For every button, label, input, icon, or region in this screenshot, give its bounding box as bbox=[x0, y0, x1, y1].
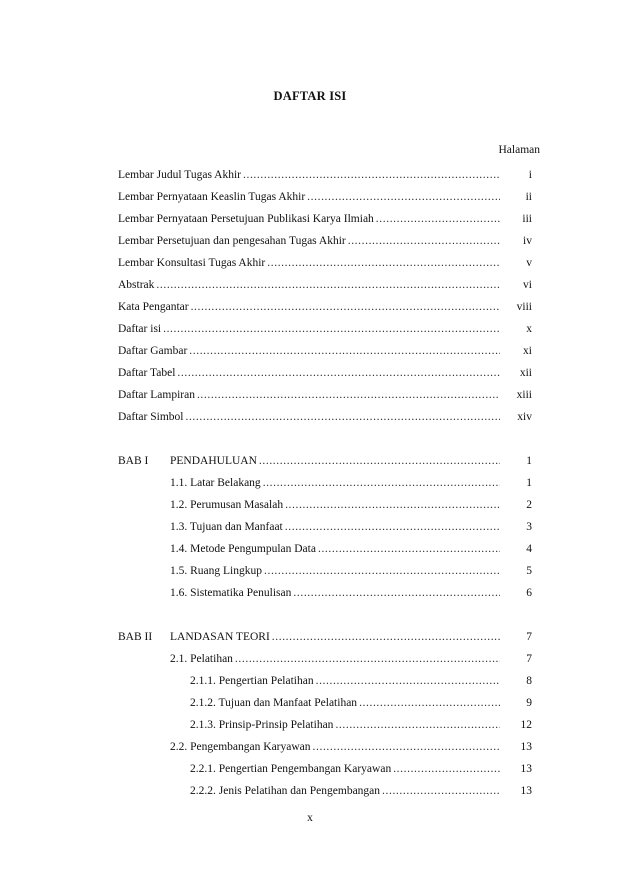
footer-page-number: x bbox=[307, 812, 313, 824]
toc-label: 2.2.1. Pengertian Pengembangan Karyawan bbox=[190, 763, 392, 775]
leader-dots bbox=[316, 675, 500, 687]
chapter-title: PENDAHULUAN bbox=[170, 455, 257, 467]
toc-label: 1.3. Tujuan dan Manfaat bbox=[170, 521, 283, 533]
chapter-title: LANDASAN TEORI bbox=[170, 631, 270, 643]
toc-label: 2.2.2. Jenis Pelatihan dan Pengembangan bbox=[190, 785, 381, 797]
toc-label: 2.2. Pengembangan Karyawan bbox=[170, 741, 311, 753]
toc-page-number: 13 bbox=[520, 741, 532, 753]
toc-label: Lembar Pernyataan Keaslin Tugas Akhir bbox=[118, 191, 306, 203]
subsection-entry[interactable] bbox=[190, 785, 532, 801]
section-entry[interactable] bbox=[170, 565, 532, 581]
leader-dots bbox=[382, 785, 500, 797]
toc-page-number: 5 bbox=[526, 565, 532, 577]
section-entry[interactable] bbox=[170, 499, 532, 515]
toc-label: Daftar Tabel bbox=[118, 367, 176, 379]
toc-label: Lembar Judul Tugas Akhir bbox=[118, 169, 241, 181]
toc-entry[interactable] bbox=[118, 257, 532, 273]
toc-label: Lembar Konsultasi Tugas Akhir bbox=[118, 257, 266, 269]
toc-page-number: 7 bbox=[526, 631, 532, 643]
toc-label: 1.4. Metode Pengumpulan Data bbox=[170, 543, 316, 555]
toc-label: Daftar Gambar bbox=[118, 345, 188, 357]
toc-label: Lembar Pernyataan Persetujuan Publikasi Karya Ilmiah bbox=[118, 213, 374, 225]
leader-dots bbox=[263, 477, 500, 489]
toc-page-number: 4 bbox=[526, 543, 532, 555]
toc-label: 1.6. Sistematika Penulisan bbox=[170, 587, 292, 599]
page-title: DAFTAR ISI bbox=[273, 89, 347, 103]
toc-entry[interactable] bbox=[118, 279, 532, 295]
leader-dots bbox=[335, 719, 500, 731]
toc-page-number: 8 bbox=[526, 675, 532, 687]
toc-label: Daftar isi bbox=[118, 323, 162, 335]
toc-page-number: 2 bbox=[526, 499, 532, 511]
toc-label: Lembar Persetujuan dan pengesahan Tugas Akhir bbox=[118, 235, 346, 247]
leader-dots bbox=[293, 587, 500, 599]
toc-entry[interactable] bbox=[118, 389, 532, 405]
leader-dots bbox=[163, 323, 500, 335]
section-entry[interactable] bbox=[170, 477, 532, 493]
leader-dots bbox=[272, 631, 500, 643]
section-entry[interactable] bbox=[170, 741, 532, 757]
chapter-number: BAB I bbox=[118, 455, 149, 467]
leader-dots bbox=[197, 389, 500, 401]
leader-dots bbox=[185, 411, 500, 423]
toc-page-number: xi bbox=[523, 345, 532, 357]
toc-entry[interactable] bbox=[118, 213, 532, 229]
subsection-entry[interactable] bbox=[190, 675, 532, 691]
leader-dots bbox=[191, 301, 500, 313]
leader-dots bbox=[376, 213, 500, 225]
section-entry[interactable] bbox=[170, 587, 532, 603]
leader-dots bbox=[318, 543, 500, 555]
toc-label: 1.1. Latar Belakang bbox=[170, 477, 261, 489]
subsection-entry[interactable] bbox=[190, 697, 532, 713]
section-entry[interactable] bbox=[170, 543, 532, 559]
toc-page-number: 13 bbox=[520, 785, 532, 797]
toc-label: 2.1.1. Pengertian Pelatihan bbox=[190, 675, 314, 687]
toc-page-number: xii bbox=[519, 367, 532, 379]
toc-page-number: 3 bbox=[526, 521, 532, 533]
leader-dots bbox=[243, 169, 500, 181]
toc-entry[interactable] bbox=[118, 301, 532, 317]
toc-entry[interactable] bbox=[118, 323, 532, 339]
toc-label: Abstrak bbox=[118, 279, 155, 291]
toc-page-number: 7 bbox=[526, 653, 532, 665]
leader-dots bbox=[393, 763, 500, 775]
toc-label: 1.2. Perumusan Masalah bbox=[170, 499, 284, 511]
leader-dots bbox=[235, 653, 500, 665]
subsection-entry[interactable] bbox=[190, 719, 532, 735]
leader-dots bbox=[189, 345, 500, 357]
toc-page-number: iv bbox=[523, 235, 532, 247]
toc-label: Daftar Simbol bbox=[118, 411, 184, 423]
toc-page-number: i bbox=[528, 169, 532, 181]
toc-page-number: 9 bbox=[526, 697, 532, 709]
chapter-entry[interactable] bbox=[118, 631, 532, 647]
toc-label: 2.1.2. Tujuan dan Manfaat Pelatihan bbox=[190, 697, 358, 709]
leader-dots bbox=[359, 697, 500, 709]
toc-page-number: xiv bbox=[517, 411, 532, 423]
toc-entry[interactable] bbox=[118, 191, 532, 207]
toc-page-number: ii bbox=[525, 191, 532, 203]
toc-page-number: x bbox=[526, 323, 532, 335]
leader-dots bbox=[285, 521, 500, 533]
toc-label: Daftar Lampiran bbox=[118, 389, 195, 401]
toc-label: 2.1. Pelatihan bbox=[170, 653, 233, 665]
leader-dots bbox=[156, 279, 500, 291]
halaman-header: Halaman bbox=[498, 144, 540, 156]
subsection-entry[interactable] bbox=[190, 763, 532, 779]
leader-dots bbox=[259, 455, 500, 467]
leader-dots bbox=[307, 191, 500, 203]
toc-entry[interactable] bbox=[118, 345, 532, 361]
leader-dots bbox=[177, 367, 500, 379]
section-entry[interactable] bbox=[170, 653, 532, 669]
leader-dots bbox=[267, 257, 500, 269]
leader-dots bbox=[348, 235, 500, 247]
toc-label: 2.1.3. Prinsip-Prinsip Pelatihan bbox=[190, 719, 334, 731]
toc-page-number: 1 bbox=[526, 477, 532, 489]
toc-page-number: vi bbox=[523, 279, 532, 291]
toc-page-number: 12 bbox=[520, 719, 532, 731]
toc-entry[interactable] bbox=[118, 169, 532, 185]
leader-dots bbox=[264, 565, 500, 577]
leader-dots bbox=[285, 499, 500, 511]
toc-page-number: xiii bbox=[516, 389, 532, 401]
toc-label: 1.5. Ruang Lingkup bbox=[170, 565, 262, 577]
section-entry[interactable] bbox=[170, 521, 532, 537]
toc-entry[interactable] bbox=[118, 235, 532, 251]
chapter-entry[interactable] bbox=[118, 455, 532, 471]
toc-page-number: v bbox=[526, 257, 532, 269]
leader-dots bbox=[313, 741, 500, 753]
toc-page-number: 1 bbox=[526, 455, 532, 467]
toc-page-number: 6 bbox=[526, 587, 532, 599]
toc-label: Kata Pengantar bbox=[118, 301, 189, 313]
toc-entry[interactable] bbox=[118, 411, 532, 427]
toc-page-number: 13 bbox=[520, 763, 532, 775]
chapter-number: BAB II bbox=[118, 631, 153, 643]
toc-page-number: iii bbox=[522, 213, 532, 225]
toc-page-number: viii bbox=[516, 301, 532, 313]
toc-entry[interactable] bbox=[118, 367, 532, 383]
